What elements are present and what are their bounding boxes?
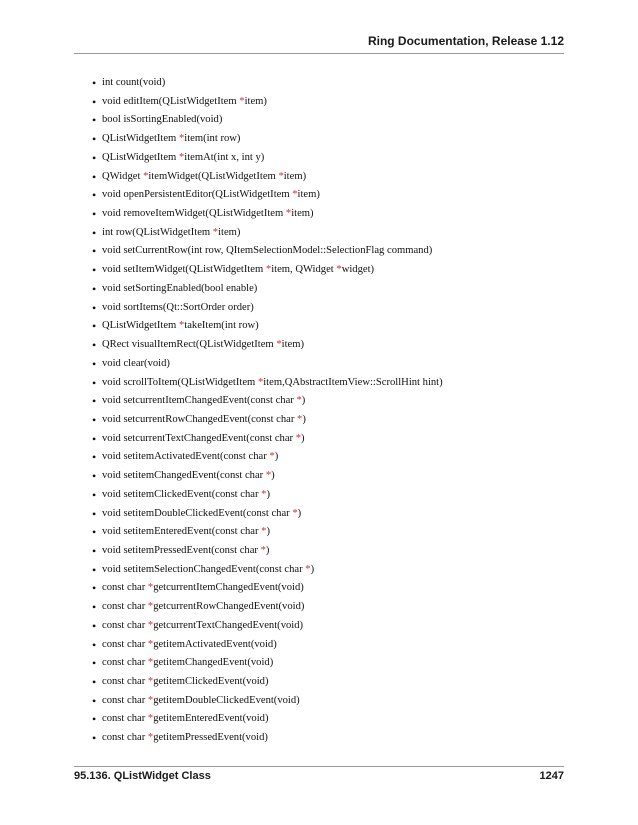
bullet-icon: • — [92, 132, 97, 147]
method-signature: bool isSortingEnabled(void) — [102, 114, 223, 126]
bullet-icon: • — [92, 150, 97, 165]
method-signature: void setitemSelectionChangedEvent(const char *) — [102, 563, 315, 575]
method-item — [92, 486, 572, 505]
method-item — [92, 355, 572, 374]
bullet-icon: • — [92, 693, 97, 708]
method-item — [92, 336, 572, 355]
method-signature: void setitemClickedEvent(const char *) — [102, 488, 270, 500]
method-item — [92, 430, 572, 449]
method-signature: int count(void) — [102, 77, 166, 88]
method-item — [92, 374, 572, 393]
method-item — [92, 93, 572, 112]
method-signature: QListWidgetItem *item(int row) — [102, 133, 241, 145]
running-header-title: Ring Documentation, Release 1.12 — [367, 34, 564, 48]
bullet-icon: • — [92, 450, 97, 465]
method-item — [92, 523, 572, 542]
method-signature: void setSortingEnabled(bool enable) — [102, 282, 258, 294]
method-signature: const char *getcurrentRowChangedEvent(void) — [102, 601, 305, 613]
bullet-icon: • — [92, 281, 97, 296]
method-item — [92, 467, 572, 486]
method-signature: void setcurrentItemChangedEvent(const char *) — [102, 395, 306, 407]
method-signature: QListWidgetItem *itemAt(int x, int y) — [102, 151, 265, 163]
method-signature: void removeItemWidget(QListWidgetItem *item) — [102, 208, 314, 220]
method-signature: QListWidgetItem *takeItem(int row) — [102, 320, 259, 332]
method-item — [92, 448, 572, 467]
bullet-icon: • — [92, 356, 97, 371]
method-signature: void setItemWidget(QListWidgetItem *item, QWidget *widget) — [102, 264, 375, 276]
method-signature: const char *getitemEnteredEvent(void) — [102, 713, 269, 725]
method-item — [92, 673, 572, 692]
method-item — [92, 411, 572, 430]
method-item — [92, 617, 572, 636]
method-signature: void setcurrentTextChangedEvent(const char *) — [102, 432, 305, 444]
method-item — [92, 205, 572, 224]
method-item — [92, 392, 572, 411]
method-item — [92, 636, 572, 655]
bullet-icon: • — [92, 600, 97, 615]
bullet-icon: • — [92, 637, 97, 652]
method-item — [92, 692, 572, 711]
method-signature: int row(QListWidgetItem *item) — [102, 226, 241, 238]
method-signature: const char *getitemPressedEvent(void) — [102, 732, 268, 744]
bullet-icon: • — [92, 562, 97, 577]
method-signature: void setitemDoubleClickedEvent(const char *) — [102, 507, 302, 519]
method-signature: const char *getitemChangedEvent(void) — [102, 657, 274, 669]
bullet-icon: • — [92, 244, 97, 259]
bullet-icon: • — [92, 525, 97, 540]
method-signature: void clear(void) — [102, 357, 170, 369]
bullet-icon: • — [92, 375, 97, 390]
bullet-icon: • — [92, 712, 97, 727]
method-item — [92, 111, 572, 130]
bullet-icon: • — [92, 469, 97, 484]
method-signature: void setitemActivatedEvent(const char *) — [102, 451, 279, 463]
bullet-icon: • — [92, 543, 97, 558]
bullet-icon: • — [92, 225, 97, 240]
bullet-icon: • — [92, 656, 97, 671]
bullet-icon: • — [92, 169, 97, 184]
bullet-icon: • — [92, 338, 97, 353]
method-item — [92, 561, 572, 580]
method-item — [92, 710, 572, 729]
method-signature: const char *getitemActivatedEvent(void) — [102, 638, 277, 650]
bullet-icon: • — [92, 113, 97, 128]
bullet-icon: • — [92, 431, 97, 446]
method-signature: const char *getcurrentTextChangedEvent(void) — [102, 619, 304, 631]
method-item — [92, 130, 572, 149]
bullet-icon: • — [92, 263, 97, 278]
method-signature: void setitemChangedEvent(const char *) — [102, 470, 275, 482]
bullet-icon: • — [92, 394, 97, 409]
method-item — [92, 74, 572, 93]
method-signature: void setcurrentRowChangedEvent(const char *) — [102, 413, 306, 425]
method-item — [92, 280, 572, 299]
bullet-icon: • — [92, 94, 97, 109]
method-item — [92, 317, 572, 336]
method-item — [92, 149, 572, 168]
method-item — [92, 242, 572, 261]
bullet-icon: • — [92, 207, 97, 222]
bullet-icon: • — [92, 506, 97, 521]
footer-page-number: 1247 — [539, 770, 564, 782]
bullet-icon: • — [92, 412, 97, 427]
method-item — [92, 261, 572, 280]
bullet-icon: • — [92, 76, 97, 90]
method-signature: void sortItems(Qt::SortOrder order) — [102, 301, 254, 313]
method-item — [92, 542, 572, 561]
method-signature: void scrollToItem(QListWidgetItem *item,QAbstractItemView::ScrollHint hint) — [102, 376, 443, 388]
method-signature: const char *getitemClickedEvent(void) — [102, 676, 269, 687]
method-item — [92, 598, 572, 617]
method-signature: void setCurrentRow(int row, QItemSelectionModel::SelectionFlag command) — [102, 245, 433, 257]
method-item — [92, 729, 572, 748]
method-item — [92, 579, 572, 598]
method-item — [92, 654, 572, 673]
bullet-icon: • — [92, 618, 97, 633]
method-signature: void setitemPressedEvent(const char *) — [102, 544, 270, 556]
method-signature: void editItem(QListWidgetItem *item) — [102, 95, 267, 107]
method-signature: const char *getitemDoubleClickedEvent(void) — [102, 694, 300, 706]
bullet-icon: • — [92, 300, 97, 315]
method-item — [92, 299, 572, 318]
header-divider — [74, 53, 564, 54]
footer-section-title: 95.136. QListWidget Class — [74, 770, 211, 782]
method-signature: const char *getcurrentItemChangedEvent(void) — [102, 582, 304, 594]
method-list — [92, 74, 572, 748]
method-item — [92, 186, 572, 205]
bullet-icon: • — [92, 487, 97, 502]
bullet-icon: • — [92, 319, 97, 334]
method-item — [92, 168, 572, 187]
footer-divider — [74, 766, 564, 767]
method-item — [92, 505, 572, 524]
method-signature: QRect visualItemRect(QListWidgetItem *item) — [102, 339, 304, 351]
bullet-icon: • — [92, 731, 97, 746]
bullet-icon: • — [92, 188, 97, 203]
method-signature: QWidget *itemWidget(QListWidgetItem *item) — [102, 170, 307, 182]
method-signature: void openPersistentEditor(QListWidgetItem *item) — [102, 189, 320, 201]
method-signature: void setitemEnteredEvent(const char *) — [102, 526, 270, 538]
bullet-icon: • — [92, 675, 97, 689]
method-item — [92, 224, 572, 243]
bullet-icon: • — [92, 581, 97, 596]
